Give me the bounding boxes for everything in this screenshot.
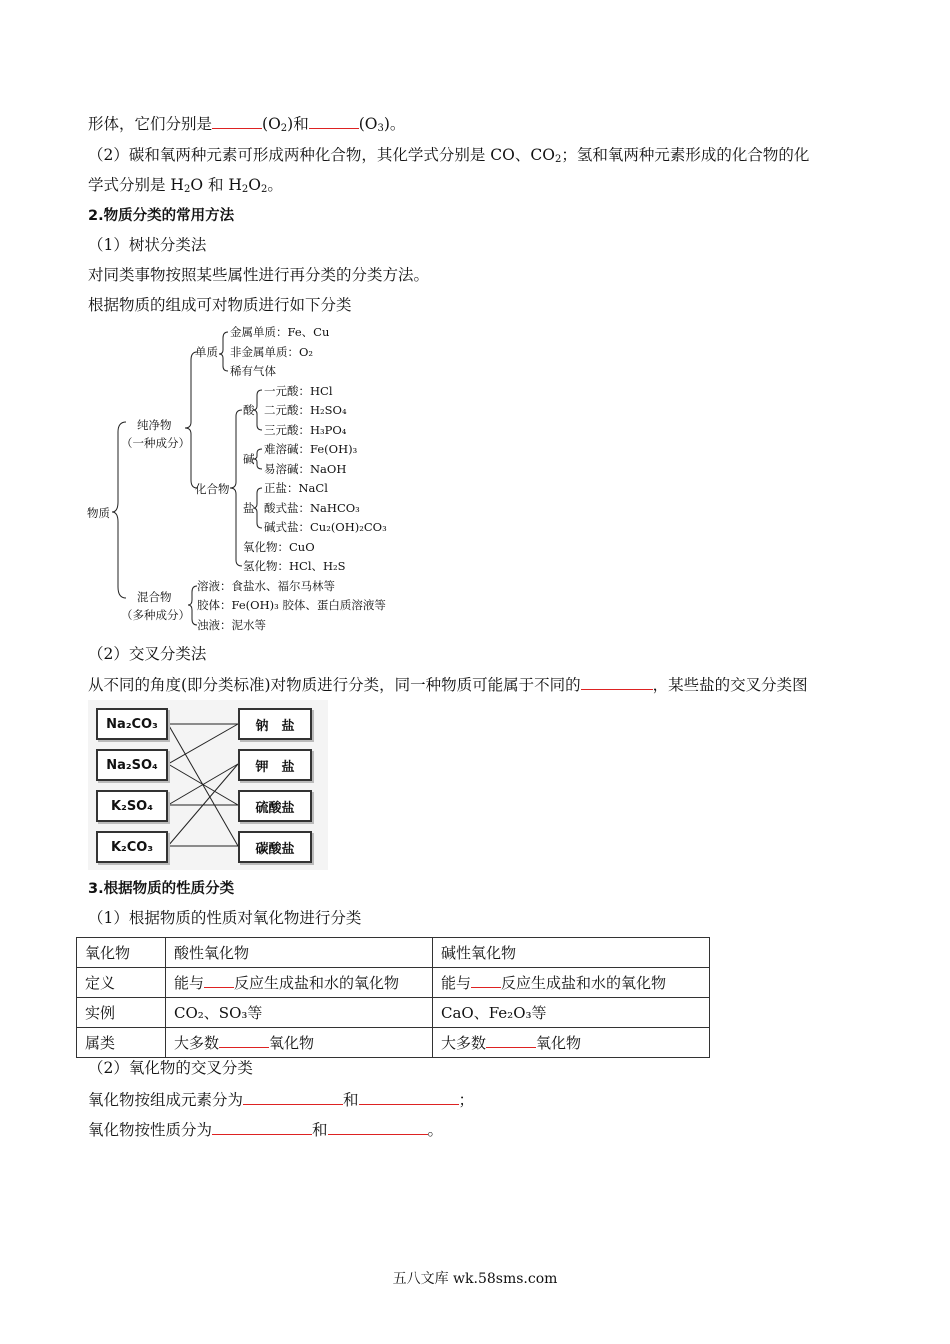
tree-acid: 酸 [243, 403, 255, 417]
fill-blank[interactable] [219, 1033, 269, 1048]
text: 大多数 [441, 1034, 487, 1052]
category-box: 硫酸盐 [238, 790, 312, 822]
tree-root: 物质 [87, 506, 110, 520]
oxide-table [76, 937, 710, 1058]
table-row [77, 1028, 710, 1058]
text: )和 [287, 115, 309, 133]
table-row [77, 968, 710, 998]
table-cell [166, 968, 433, 998]
table-row [77, 938, 710, 968]
text-line [88, 1089, 474, 1111]
fill-blank[interactable] [359, 1090, 459, 1105]
tree-leaf: 胶体：Fe(OH)₃ 胶体、蛋白质溶液等 [197, 598, 386, 612]
cross-classification-diagram [88, 700, 328, 870]
fill-blank[interactable] [309, 114, 359, 129]
text: 能与 [441, 974, 472, 992]
text: ； [458, 1091, 475, 1109]
text-line [88, 1119, 443, 1141]
tree-salt: 盐 [243, 501, 255, 515]
fill-blank[interactable] [486, 1033, 536, 1048]
subheading-oxide: （1）根据物质的性质对氧化物进行分类 [88, 909, 362, 927]
text-line-allotrope: 形体，它们分别是 $(O_2)$和 $(O_3)$。 [88, 115, 406, 134]
table-cell: CaO、Fe₂O₃等 [433, 998, 710, 1028]
tree-leaf: 难溶碱：Fe(OH)₃ [264, 442, 358, 456]
section-heading-2: 2.物质分类的常用方法 [88, 208, 235, 224]
text: )。 [383, 115, 406, 133]
classification-tree [85, 322, 405, 632]
text: 学式分别是 H [88, 176, 184, 194]
text: 。 [267, 176, 283, 194]
table-cell: CO₂、SO₃等 [166, 998, 433, 1028]
table-header-cell: 碱性氧化物 [433, 938, 710, 968]
text: 和 [312, 1121, 328, 1139]
text: （2）碳和氧两种元素可形成两种化合物，其化学式分别是 CO、CO [88, 146, 555, 164]
subheading-oxide-cross: （2）氧化物的交叉分类 [88, 1059, 253, 1077]
text: 形体，它们分别是 [88, 115, 213, 133]
tree-compound: 化合物 [195, 482, 230, 496]
page-footer: 五八文库 wk.58sms.com [392, 1271, 558, 1287]
tree-leaf: 一元酸：HCl [264, 384, 333, 398]
fill-blank[interactable] [212, 1120, 312, 1135]
text: 反应生成盐和水的氧化物 [234, 974, 400, 992]
table-row [77, 998, 710, 1028]
fill-blank[interactable] [212, 114, 262, 129]
fill-blank[interactable] [243, 1090, 343, 1105]
text: (O [262, 115, 281, 133]
tree-leaf: 三元酸：H₃PO₄ [264, 423, 347, 437]
text: 反应生成盐和水的氧化物 [501, 974, 667, 992]
section-heading-3: 3.根据物质的性质分类 [88, 881, 235, 897]
category-box: 碳酸盐 [238, 831, 312, 863]
subheading-tree: （1）树状分类法 [88, 236, 207, 254]
tree-leaf: 易溶碱：NaOH [264, 462, 347, 476]
tree-leaf: 氧化物：CuO [243, 540, 315, 554]
subheading-cross: （2）交叉分类法 [88, 645, 207, 663]
text: 从不同的角度(即分类标准)对物质进行分类，同一种物质可能属于不同的 [88, 676, 581, 694]
text: 。 [427, 1121, 444, 1139]
text: ；氢和氧两种元素形成的化合物的化 [561, 146, 810, 164]
text: O [248, 176, 262, 194]
text: ，某些盐的交叉分类图 [652, 676, 808, 694]
tree-leaf: 酸式盐：NaHCO₃ [264, 501, 360, 515]
compound-box: K₂CO₃ [96, 831, 168, 863]
tree-leaf: 碱式盐：Cu₂(OH)₂CO₃ [264, 520, 387, 534]
text-line: 对同类事物按照某些属性进行再分类的分类方法。 [88, 266, 430, 284]
text: 氧化物 [269, 1034, 315, 1052]
text: 和 [343, 1091, 359, 1109]
compound-box: Na₂SO₄ [96, 749, 168, 781]
text: 氧化物按性质分为 [88, 1121, 213, 1139]
tree-leaf: 金属单质：Fe、Cu [230, 325, 330, 339]
table-header-cell: 氧化物 [77, 938, 166, 968]
table-cell: 实例 [77, 998, 166, 1028]
table-cell [433, 968, 710, 998]
category-box: 钾 盐 [238, 749, 312, 781]
tree-leaf: 正盐：NaCl [264, 481, 328, 495]
table-cell [166, 1028, 433, 1058]
text-line-cross [88, 674, 808, 696]
fill-blank[interactable] [328, 1120, 428, 1135]
text: O 和 H [190, 176, 242, 194]
text: 能与 [174, 974, 205, 992]
tree-base: 碱 [243, 452, 255, 466]
compound-box: Na₂CO₃ [96, 708, 168, 740]
tree-leaf: 非金属单质：O₂ [230, 345, 314, 359]
table-cell [433, 1028, 710, 1058]
tree-element: 单质 [195, 345, 218, 359]
fill-blank[interactable] [204, 973, 234, 988]
tree-pure: 纯净物 [137, 418, 172, 432]
tree-leaf: 氢化物：HCl、H₂S [243, 559, 346, 573]
compound-box: K₂SO₄ [96, 790, 168, 822]
fill-blank[interactable] [581, 675, 653, 690]
fill-blank[interactable] [471, 973, 501, 988]
text: 氧化物 [536, 1034, 582, 1052]
tree-mixture-sub: （多种成分） [121, 608, 190, 622]
table-header-cell: 酸性氧化物 [166, 938, 433, 968]
tree-leaf: 稀有气体 [230, 364, 276, 378]
tree-pure-sub: （一种成分） [121, 436, 190, 450]
table-cell: 属类 [77, 1028, 166, 1058]
text: (O [358, 115, 378, 133]
text-line: 根据物质的组成可对物质进行如下分类 [88, 296, 352, 314]
text-line-oxides-1: （2）碳和氧两种元素可形成两种化合物，其化学式分别是 CO、$CO_2$；氢和氧两种元素形成的化合物的化 [88, 146, 810, 165]
tree-leaf: 浊液：泥水等 [197, 618, 266, 632]
text: 大多数 [174, 1034, 220, 1052]
text: 氧化物按组成元素分为 [88, 1091, 244, 1109]
tree-leaf: 溶液：食盐水、福尔马林等 [197, 579, 335, 593]
text-line-oxides-2: 学式分别是 $H_2O$ 和 $H_2O_2$。 [88, 176, 283, 195]
tree-mixture: 混合物 [137, 590, 172, 604]
table-cell: 定义 [77, 968, 166, 998]
tree-leaf: 二元酸：H₂SO₄ [264, 403, 347, 417]
category-box: 钠 盐 [238, 708, 312, 740]
